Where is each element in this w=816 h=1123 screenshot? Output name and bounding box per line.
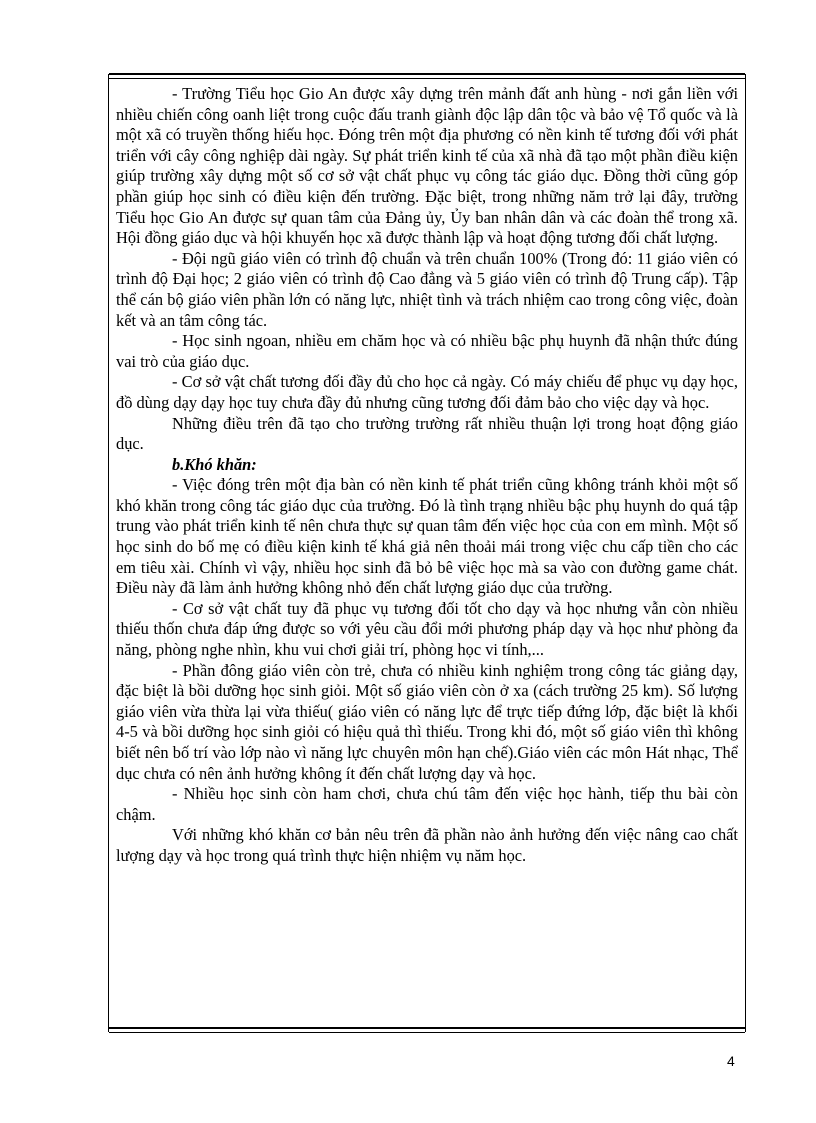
paragraph-advantage-teachers: - Đội ngũ giáo viên có trình độ chuẩn và trên chuẩn 100% (Trong đó: 11 giáo viên có trình độ Đại học; 2 giáo viên có trình độ Cao đẳng và 5 giáo viên có trình độ Trung cấp). Tập thể cán bộ giáo viên phần lớn có năng lực, nhiệt tình và trách nhiệm cao trong công việc, đoàn kết và an tâm công tác. (116, 248, 738, 330)
paragraph-difficulty-facilities: - Cơ sở vật chất tuy đã phục vụ tương đối tốt cho dạy và học nhưng vẫn còn nhiều thiếu thốn chưa đáp ứng được so với yêu cầu đổi mới phương pháp dạy và học như phòng đa năng, phòng nghe nhìn, khu vui chơi giải trí, phòng học vi tính,... (116, 598, 738, 660)
paragraph-difficulty-teachers: - Phần đông giáo viên còn trẻ, chưa có nhiều kinh nghiệm trong công tác giảng dạy, đặc biệt là bồi dưỡng học sinh giỏi. Một số giáo viên còn ở xa (cách trường 25 km). Số lượng giáo viên vừa thừa lại vừa thiếu( giáo viên có năng lực để trực tiếp đứng lớp, đặc biệt là khối 4-5 và bồi dưỡng học sinh giỏi có hiệu quả thì thiếu. Trong khi đó, một số giáo viên thì không biết nên bố trí vào lớp nào vì năng lực chuyên môn hạn chế).Giáo viên các môn Hát nhạc, Thể dục chưa có nên ảnh hưởng không ít đến chất lượng dạy và học. (116, 660, 738, 783)
paragraph-advantage-summary: Những điều trên đã tạo cho trường trường rất nhiều thuận lợi trong hoạt động giáo dục. (116, 413, 738, 454)
paragraph-difficulty-summary: Với những khó khăn cơ bản nêu trên đã phần nào ảnh hưởng đến việc nâng cao chất lượng dạy và học trong quá trình thực hiện nhiệm vụ năm học. (116, 825, 738, 865)
document-frame (108, 74, 746, 1032)
paragraph-advantage-facilities: - Cơ sở vật chất tương đối đầy đủ cho học cả ngày. Có máy chiếu để phục vụ dạy học, đồ dùng dạy dạy học tuy chưa đầy đủ nhưng cũng tương đối đảm bảo cho việc dạy và học. (116, 372, 738, 412)
top-double-rule (109, 73, 745, 79)
paragraph-difficulty-students: - Nhiều học sinh còn ham chơi, chưa chú tâm đến việc học hành, tiếp thu bài còn chậm. (116, 784, 738, 824)
section-heading-difficulties: b.Khó khăn: (172, 454, 257, 474)
page-number: 4 (727, 1053, 735, 1069)
paragraph-advantage-students: - Học sinh ngoan, nhiều em chăm học và có nhiều bậc phụ huynh đã nhận thức đúng vai trò của giáo dục. (116, 331, 738, 371)
bottom-double-rule (109, 1027, 745, 1033)
paragraph-difficulty-economy: - Việc đóng trên một địa bàn có nền kinh tế phát triển cũng không tránh khỏi một số khó khăn trong công tác giáo dục của trường. Đó là tình trạng nhiều bậc phụ huynh do quá tập trung vào phát triển kinh tế nên chưa thực sự quan tâm đến việc học của con em mình. Một số học sinh do bố mẹ có điều kiện kinh tế khá giả nên thoải mái trong việc chu cấp tiền cho các em tiêu xài. Chính vì vậy, nhiều học sinh đã bỏ bê việc học mà sa vào con đường game chát. Điều này đã làm ảnh hưởng không nhỏ đến chất lượng giáo dục của trường. (116, 475, 738, 598)
document-body (116, 84, 738, 867)
paragraph-advantage-location: - Trường Tiểu học Gio An được xây dựng trên mảnh đất anh hùng - nơi gắn liền với nhiều chiến công oanh liệt trong cuộc đấu tranh giành độc lập dân tộc và bảo vệ Tổ quốc và là một xã có truyền thống hiếu học. Đóng trên một địa phương có nền kinh tế tương đối với phát triển với cây công nghiệp dài ngày. Sự phát triển kinh tế của xã nhà đã tạo một phần điều kiện giúp trường xây dựng một số cơ sở vật chất phục vụ công tác giáo dục. Đồng thời cũng góp phần giúp học sinh có điều kiện đến trường. Đặc biệt, trong những năm trở lại đây, trường Tiểu học Gio An được sự quan tâm của Đảng ủy, Ủy ban nhân dân và các đoàn thể trong xã. Hội đồng giáo dục và hội khuyến học xã được thành lập và hoạt động tương đối chất lượng. (116, 84, 738, 248)
